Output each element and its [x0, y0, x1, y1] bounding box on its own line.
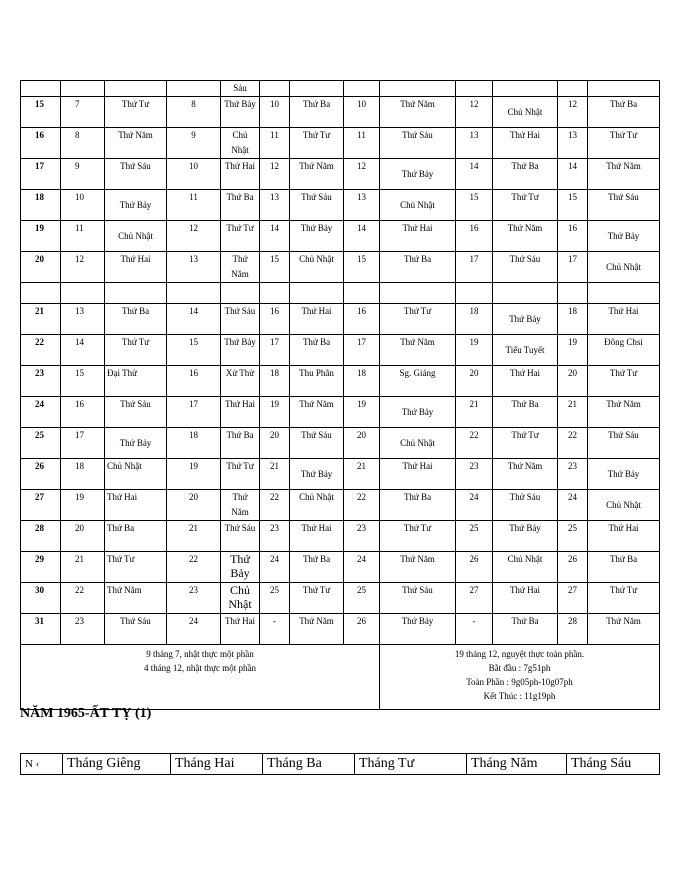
- lunar-date-cell: 23: [61, 614, 105, 645]
- weekday-cell: Thứ Năm: [105, 583, 167, 614]
- lunar-date-cell: 21: [344, 459, 380, 490]
- day-number-cell: 18: [21, 190, 61, 221]
- weekday-cell: Thứ Hai: [105, 490, 167, 521]
- lunar-date-cell: 19: [61, 490, 105, 521]
- note-right-line: 19 tháng 12, nguyệt thực toàn phần.: [454, 649, 585, 659]
- lunar-date-cell: 18: [61, 459, 105, 490]
- weekday-cell: Thứ Hai: [290, 521, 344, 552]
- weekday-cell: Thứ Bảy: [290, 459, 344, 490]
- weekday-cell: Thứ Hai: [380, 459, 456, 490]
- weekday-cell: Thứ Tư: [588, 366, 660, 397]
- lunar-date-cell: 10: [61, 190, 105, 221]
- weekday-cell: Thứ Năm: [290, 614, 344, 645]
- weekday-cell: Thứ Sáu: [588, 190, 660, 221]
- table-row: [21, 583, 660, 614]
- empty-cell: [167, 283, 221, 304]
- weekday-cell: Thứ Năm: [493, 459, 558, 490]
- table-row: [21, 81, 660, 97]
- lunar-date-cell: 20: [344, 428, 380, 459]
- lunar-date-cell: 19: [260, 397, 290, 428]
- lunar-date-cell: 15: [260, 252, 290, 283]
- lunar-date-cell: 15: [558, 190, 588, 221]
- lunar-date-cell: 25: [558, 521, 588, 552]
- lunar-date-cell: 12: [61, 252, 105, 283]
- eclipse-notes-right: [380, 645, 660, 710]
- lunar-date-cell: 14: [558, 159, 588, 190]
- lunar-date-cell: 21: [167, 521, 221, 552]
- weekday-cell: Chủ Nhật: [588, 490, 660, 521]
- weekday-cell: Thứ Sáu: [493, 252, 558, 283]
- lunar-date-cell: [61, 81, 105, 97]
- weekday-cell: Thứ Ba: [380, 490, 456, 521]
- weekday-cell: Thứ Bảy: [380, 159, 456, 190]
- table-row: [21, 397, 660, 428]
- weekday-cell: Thứ Năm: [221, 490, 260, 521]
- empty-cell: [61, 283, 105, 304]
- lunar-date-cell: 15: [456, 190, 493, 221]
- weekday-cell: Thứ Sáu: [380, 128, 456, 159]
- lunar-date-cell: 26: [558, 552, 588, 583]
- day-number-cell: 30: [21, 583, 61, 614]
- weekday-cell: Chủ Nhật: [290, 490, 344, 521]
- weekday-cell: Thứ Năm: [588, 397, 660, 428]
- lunar-date-cell: 11: [167, 190, 221, 221]
- weekday-cell: Thứ Bảy: [493, 521, 558, 552]
- lunar-date-cell: 9: [167, 128, 221, 159]
- lunar-date-cell: 13: [260, 190, 290, 221]
- weekday-cell: Thứ Tư: [380, 521, 456, 552]
- lunar-date-cell: 14: [167, 304, 221, 335]
- weekday-cell: Thứ Năm: [380, 552, 456, 583]
- empty-cell: [260, 283, 290, 304]
- lunar-date-cell: 7: [61, 97, 105, 128]
- weekday-cell: Thứ Năm: [588, 159, 660, 190]
- weekday-cell: Thứ Ba: [221, 428, 260, 459]
- weekday-cell: Thứ Sáu: [221, 304, 260, 335]
- lunar-date-cell: 23: [344, 521, 380, 552]
- lunar-date-cell: 25: [260, 583, 290, 614]
- empty-cell: [558, 283, 588, 304]
- weekday-cell: [290, 81, 344, 97]
- lunar-date-cell: 10: [260, 97, 290, 128]
- weekday-cell: Thứ Hai: [493, 366, 558, 397]
- weekday-cell: Thứ Hai: [493, 583, 558, 614]
- weekday-cell: Chủ Nhật: [493, 97, 558, 128]
- weekday-cell: Thứ Năm: [380, 97, 456, 128]
- weekday-cell: Chủ Nhật: [221, 583, 260, 614]
- lunar-date-cell: 12: [558, 97, 588, 128]
- lunar-date-cell: 20: [260, 428, 290, 459]
- weekday-cell: Thứ Năm: [588, 614, 660, 645]
- weekday-cell: Thứ Ba: [493, 397, 558, 428]
- lunar-date-cell: 15: [61, 366, 105, 397]
- day-number-cell: 25: [21, 428, 61, 459]
- weekday-cell: Đại Thử: [105, 366, 167, 397]
- weekday-cell: Thứ Bảy: [588, 221, 660, 252]
- lunar-date-cell: 21: [456, 397, 493, 428]
- weekday-cell: Thứ Tư: [105, 552, 167, 583]
- weekday-cell: Thứ Năm: [290, 159, 344, 190]
- lunar-date-cell: 16: [61, 397, 105, 428]
- weekday-cell: Thứ Ba: [493, 614, 558, 645]
- lunar-date-cell: 12: [167, 221, 221, 252]
- weekday-cell: Thứ Bảy: [105, 428, 167, 459]
- lunar-date-cell: 15: [344, 252, 380, 283]
- weekday-cell: Thứ Hai: [221, 397, 260, 428]
- weekday-cell: Thứ Tư: [493, 190, 558, 221]
- day-number-cell: 20: [21, 252, 61, 283]
- weekday-cell: Thứ Tư: [588, 583, 660, 614]
- table-row: [21, 128, 660, 159]
- month-header: Tháng Giêng: [63, 754, 171, 775]
- lunar-date-cell: 19: [456, 335, 493, 366]
- table-row: [21, 521, 660, 552]
- lunar-date-cell: 17: [61, 428, 105, 459]
- lunar-date-cell: 20: [558, 366, 588, 397]
- empty-cell: [588, 283, 660, 304]
- lunar-date-cell: 17: [344, 335, 380, 366]
- lunar-date-cell: 21: [61, 552, 105, 583]
- empty-cell: [493, 283, 558, 304]
- weekday-cell: Thứ Ba: [105, 304, 167, 335]
- lunar-date-cell: 22: [558, 428, 588, 459]
- lunar-date-cell: 10: [344, 97, 380, 128]
- lunar-date-cell: 18: [558, 304, 588, 335]
- empty-cell: [221, 283, 260, 304]
- weekday-cell: Thứ Sáu: [588, 428, 660, 459]
- weekday-cell: Chủ Nhật: [290, 252, 344, 283]
- weekday-cell: Thứ Ba: [290, 97, 344, 128]
- lunar-date-cell: 12: [260, 159, 290, 190]
- empty-cell: [344, 283, 380, 304]
- weekday-cell: Sg. Giáng: [380, 366, 456, 397]
- day-number-cell: 22: [21, 335, 61, 366]
- year-title: NĂM 1965-ẤT TỴ (1): [20, 706, 152, 721]
- weekday-cell: Thứ Bảy: [221, 335, 260, 366]
- day-number-cell: 27: [21, 490, 61, 521]
- weekday-cell: Thứ Hai: [380, 221, 456, 252]
- lunar-date-cell: 13: [344, 190, 380, 221]
- lunar-date-cell: 12: [456, 97, 493, 128]
- calendar-table: [20, 80, 660, 710]
- lunar-date-cell: -: [260, 614, 290, 645]
- weekday-cell: Thứ Ba: [380, 252, 456, 283]
- weekday-cell: Thứ Hai: [588, 521, 660, 552]
- empty-cell: [105, 283, 167, 304]
- lunar-date-cell: 25: [344, 583, 380, 614]
- lunar-date-cell: 16: [456, 221, 493, 252]
- lunar-date-cell: 22: [456, 428, 493, 459]
- lunar-date-cell: 27: [558, 583, 588, 614]
- table-row: [21, 428, 660, 459]
- table-row: [21, 459, 660, 490]
- weekday-cell: Thứ Năm: [493, 221, 558, 252]
- lunar-date-cell: 22: [260, 490, 290, 521]
- table-row: [21, 304, 660, 335]
- weekday-cell: Chủ Nhật: [588, 252, 660, 283]
- month-header: Tháng Tư: [355, 754, 467, 775]
- empty-cell: [380, 283, 456, 304]
- lunar-date-cell: 20: [61, 521, 105, 552]
- weekday-cell: Thứ Bảy: [380, 614, 456, 645]
- weekday-cell: Thứ Sáu: [380, 583, 456, 614]
- weekday-cell: Thứ Bảy: [105, 190, 167, 221]
- weekday-cell: [105, 81, 167, 97]
- lunar-date-cell: 19: [558, 335, 588, 366]
- lunar-date-cell: 18: [456, 304, 493, 335]
- table-row: [21, 366, 660, 397]
- weekday-cell: Thứ Ba: [588, 97, 660, 128]
- lunar-date-cell: 8: [167, 97, 221, 128]
- lunar-date-cell: 14: [456, 159, 493, 190]
- lunar-date-cell: 16: [558, 221, 588, 252]
- lunar-date-cell: 26: [456, 552, 493, 583]
- lunar-date-cell: 9: [61, 159, 105, 190]
- day-number-cell: 21: [21, 304, 61, 335]
- months-header-first-cell: N ‹: [21, 754, 63, 775]
- weekday-cell: Thứ Tư: [380, 304, 456, 335]
- weekday-cell: Thứ Ba: [290, 335, 344, 366]
- weekday-cell: Đông Chsi: [588, 335, 660, 366]
- lunar-date-cell: 17: [167, 397, 221, 428]
- lunar-date-cell: 16: [260, 304, 290, 335]
- lunar-date-cell: 14: [344, 221, 380, 252]
- lunar-date-cell: 23: [260, 521, 290, 552]
- weekday-cell: Thứ Tư: [493, 428, 558, 459]
- lunar-date-cell: 14: [61, 335, 105, 366]
- weekday-cell: [588, 81, 660, 97]
- table-row: [21, 552, 660, 583]
- table-row: [21, 159, 660, 190]
- weekday-cell: Thứ Tư: [221, 221, 260, 252]
- lunar-date-cell: 16: [344, 304, 380, 335]
- note-right-line: Toàn Phần : 9g05ph-10g07ph: [466, 677, 573, 687]
- weekday-cell: Chủ Nhật: [221, 128, 260, 159]
- note-right-line: Bắt đầu : 7g51ph: [488, 663, 551, 673]
- spacer-row: [21, 283, 660, 304]
- weekday-cell: Thứ Năm: [105, 128, 167, 159]
- weekday-cell: Thứ Bảy: [493, 304, 558, 335]
- empty-cell: [456, 283, 493, 304]
- weekday-cell: Thứ Hai: [221, 614, 260, 645]
- lunar-date-cell: 25: [456, 521, 493, 552]
- day-number-cell: [21, 81, 61, 97]
- day-number-cell: 24: [21, 397, 61, 428]
- day-number-cell: 26: [21, 459, 61, 490]
- lunar-date-cell: 22: [61, 583, 105, 614]
- weekday-cell: [493, 81, 558, 97]
- weekday-cell: Thứ Tư: [221, 459, 260, 490]
- lunar-date-cell: [344, 81, 380, 97]
- lunar-date-cell: 28: [558, 614, 588, 645]
- months-header-table: [20, 753, 660, 775]
- day-number-cell: 31: [21, 614, 61, 645]
- weekday-cell: Chủ Nhật: [493, 552, 558, 583]
- weekday-cell: Xử Thử: [221, 366, 260, 397]
- weekday-cell: Thứ Sáu: [221, 521, 260, 552]
- table-row: [21, 335, 660, 366]
- weekday-cell: Chủ Nhật: [380, 190, 456, 221]
- weekday-cell: Thứ Sáu: [493, 490, 558, 521]
- weekday-cell: Thứ Sáu: [105, 614, 167, 645]
- note-right-line: Kết Thúc : 11g19ph: [483, 691, 556, 701]
- table-row: [21, 252, 660, 283]
- empty-cell: [290, 283, 344, 304]
- lunar-date-cell: 11: [61, 221, 105, 252]
- month-header: Tháng Sáu: [567, 754, 660, 775]
- lunar-date-cell: 11: [260, 128, 290, 159]
- months-header-row: [21, 754, 660, 775]
- weekday-cell: Thứ Hai: [588, 304, 660, 335]
- month-header: Tháng Ba: [263, 754, 355, 775]
- note-left-line: 4 tháng 12, nhật thực một phần: [143, 663, 257, 673]
- weekday-cell: Thứ Năm: [380, 335, 456, 366]
- day-number-cell: 15: [21, 97, 61, 128]
- weekday-cell: Thứ Sáu: [105, 397, 167, 428]
- weekday-cell: Thu Phân: [290, 366, 344, 397]
- lunar-date-cell: 24: [456, 490, 493, 521]
- lunar-date-cell: 14: [260, 221, 290, 252]
- lunar-date-cell: 11: [344, 128, 380, 159]
- weekday-cell: Thứ Ba: [221, 190, 260, 221]
- lunar-date-cell: 21: [558, 397, 588, 428]
- lunar-date-cell: 23: [167, 583, 221, 614]
- weekday-cell: Chủ Nhật: [105, 221, 167, 252]
- lunar-date-cell: 23: [558, 459, 588, 490]
- lunar-date-cell: 23: [456, 459, 493, 490]
- day-number-cell: 19: [21, 221, 61, 252]
- lunar-date-cell: 18: [260, 366, 290, 397]
- weekday-cell: Thứ Tư: [105, 97, 167, 128]
- lunar-date-cell: 22: [167, 552, 221, 583]
- weekday-cell: Thứ Bảy: [221, 552, 260, 583]
- weekday-cell: Thứ Tư: [105, 335, 167, 366]
- lunar-date-cell: 24: [260, 552, 290, 583]
- weekday-cell: Thứ Ba: [290, 552, 344, 583]
- lunar-date-cell: 13: [558, 128, 588, 159]
- empty-cell: [21, 283, 61, 304]
- lunar-date-cell: 19: [344, 397, 380, 428]
- weekday-cell: Thứ Bảy: [380, 397, 456, 428]
- weekday-cell: Thứ Bảy: [290, 221, 344, 252]
- lunar-date-cell: [558, 81, 588, 97]
- weekday-cell: Chủ Nhật: [380, 428, 456, 459]
- weekday-cell: Sáu: [221, 81, 260, 97]
- lunar-date-cell: 18: [344, 366, 380, 397]
- lunar-date-cell: [260, 81, 290, 97]
- day-number-cell: 23: [21, 366, 61, 397]
- lunar-date-cell: 8: [61, 128, 105, 159]
- lunar-date-cell: 17: [260, 335, 290, 366]
- lunar-date-cell: 18: [167, 428, 221, 459]
- lunar-date-cell: 24: [558, 490, 588, 521]
- weekday-cell: Tiểu Tuyết: [493, 335, 558, 366]
- day-number-cell: 29: [21, 552, 61, 583]
- weekday-cell: Thứ Bảy: [588, 459, 660, 490]
- lunar-date-cell: 10: [167, 159, 221, 190]
- lunar-date-cell: 24: [167, 614, 221, 645]
- month-header: Tháng Năm: [467, 754, 567, 775]
- table-row: [21, 490, 660, 521]
- lunar-date-cell: 24: [344, 552, 380, 583]
- lunar-date-cell: 13: [456, 128, 493, 159]
- day-number-cell: 17: [21, 159, 61, 190]
- lunar-date-cell: 16: [167, 366, 221, 397]
- lunar-date-cell: -: [456, 614, 493, 645]
- lunar-date-cell: 20: [456, 366, 493, 397]
- weekday-cell: [380, 81, 456, 97]
- lunar-date-cell: 26: [344, 614, 380, 645]
- lunar-date-cell: 17: [558, 252, 588, 283]
- weekday-cell: Thứ Ba: [493, 159, 558, 190]
- lunar-date-cell: 19: [167, 459, 221, 490]
- weekday-cell: Thứ Sáu: [105, 159, 167, 190]
- weekday-cell: Thứ Năm: [290, 397, 344, 428]
- weekday-cell: Thứ Hai: [493, 128, 558, 159]
- table-row: [21, 221, 660, 252]
- table-row: [21, 97, 660, 128]
- weekday-cell: Thứ Hai: [105, 252, 167, 283]
- eclipse-notes-left: [21, 645, 380, 710]
- lunar-date-cell: 13: [167, 252, 221, 283]
- note-left-line: 9 tháng 7, nhật thực một phần: [146, 649, 254, 659]
- weekday-cell: Thứ Sáu: [290, 190, 344, 221]
- lunar-date-cell: 17: [456, 252, 493, 283]
- weekday-cell: Thứ Bảy: [221, 97, 260, 128]
- weekday-cell: Chủ Nhật: [105, 459, 167, 490]
- weekday-cell: Thứ Tư: [588, 128, 660, 159]
- lunar-date-cell: 15: [167, 335, 221, 366]
- lunar-date-cell: [167, 81, 221, 97]
- weekday-cell: Thứ Tư: [290, 583, 344, 614]
- lunar-date-cell: 12: [344, 159, 380, 190]
- weekday-cell: Thứ Hai: [221, 159, 260, 190]
- lunar-date-cell: 22: [344, 490, 380, 521]
- weekday-cell: Thứ Hai: [290, 304, 344, 335]
- lunar-date-cell: 13: [61, 304, 105, 335]
- weekday-cell: Thứ Ba: [105, 521, 167, 552]
- notes-row: [21, 645, 660, 710]
- lunar-date-cell: 27: [456, 583, 493, 614]
- table-row: [21, 190, 660, 221]
- day-number-cell: 28: [21, 521, 61, 552]
- lunar-date-cell: 20: [167, 490, 221, 521]
- day-number-cell: 16: [21, 128, 61, 159]
- weekday-cell: Thứ Ba: [588, 552, 660, 583]
- weekday-cell: Thứ Tư: [290, 128, 344, 159]
- lunar-date-cell: 21: [260, 459, 290, 490]
- lunar-date-cell: [456, 81, 493, 97]
- table-row: [21, 614, 660, 645]
- weekday-cell: Thứ Sáu: [290, 428, 344, 459]
- month-header: Tháng Hai: [171, 754, 263, 775]
- weekday-cell: Thứ Năm: [221, 252, 260, 283]
